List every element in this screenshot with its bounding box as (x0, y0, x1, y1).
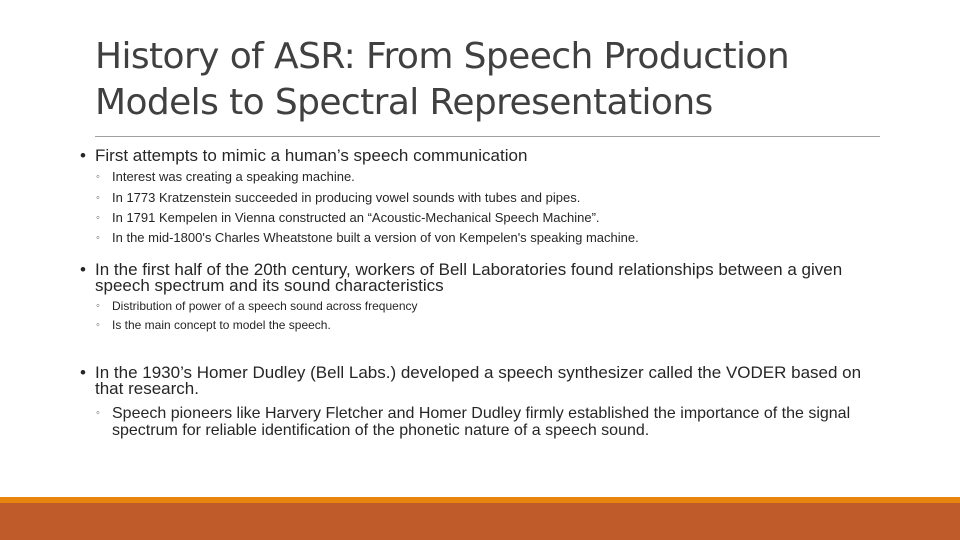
bullet-1-sub-1-text: Interest was creating a speaking machine. (112, 169, 355, 184)
bullet-2-text: In the first half of the 20th century, workers of Bell Laboratories found relationships between a given speech spectrum and its sound characteristics (95, 260, 843, 295)
sub-bullet-marker: ◦ (96, 171, 100, 183)
bullet-2-sub-1 (96, 297, 876, 315)
bullet-3 (80, 365, 880, 397)
bullet-1-sub-4 (96, 229, 876, 247)
bullet-2-sub-2-text: Is the main concept to model the speech. (112, 318, 331, 332)
bullet-2-sub-1-text: Distribution of power of a speech sound across frequency (112, 299, 418, 313)
slide-title-line-1: History of ASR: From Speech Production (95, 36, 790, 77)
bullet-1 (80, 148, 880, 164)
bullet-marker: • (80, 146, 86, 165)
sub-bullet-marker: ◦ (96, 300, 100, 312)
bullet-1-text: First attempts to mimic a human’s speech communication (95, 146, 528, 165)
bullet-1-sub-4-text: In the mid-1800's Charles Wheatstone built a version of von Kempelen's speaking machine. (112, 230, 639, 245)
bullet-1-sub-2 (96, 189, 876, 207)
bullet-marker: • (80, 363, 86, 382)
sub-bullet-marker: ◦ (96, 192, 100, 204)
bullet-marker: • (80, 260, 86, 279)
footer-bar (0, 503, 960, 540)
bullet-1-sub-3 (96, 209, 876, 227)
sub-bullet-marker: ◦ (96, 319, 100, 331)
bullet-3-sub-1-text: Speech pioneers like Harvery Fletcher and Homer Dudley firmly established the importance of the signal spectrum for reliable identification of the phonetic nature of a speech sound. (112, 405, 851, 439)
bullet-2 (80, 262, 880, 294)
bullet-3-text: In the 1930’s Homer Dudley (Bell Labs.) developed a speech synthesizer called the VODER based on that research. (95, 363, 862, 398)
bullet-2-sub-2 (96, 316, 876, 334)
bullet-1-sub-3-text: In 1791 Kempelen in Vienna constructed an “Acoustic-Mechanical Speech Machine”. (112, 210, 600, 225)
bullet-3-sub-1 (96, 405, 856, 439)
bullet-1-sub-1 (96, 168, 876, 186)
slide-title-line-2: Models to Spectral Representations (95, 82, 713, 123)
sub-bullet-marker: ◦ (96, 232, 100, 244)
bullet-1-sub-2-text: In 1773 Kratzenstein succeeded in producing vowel sounds with tubes and pipes. (112, 190, 581, 205)
sub-bullet-marker: ◦ (96, 407, 100, 419)
sub-bullet-marker: ◦ (96, 212, 100, 224)
